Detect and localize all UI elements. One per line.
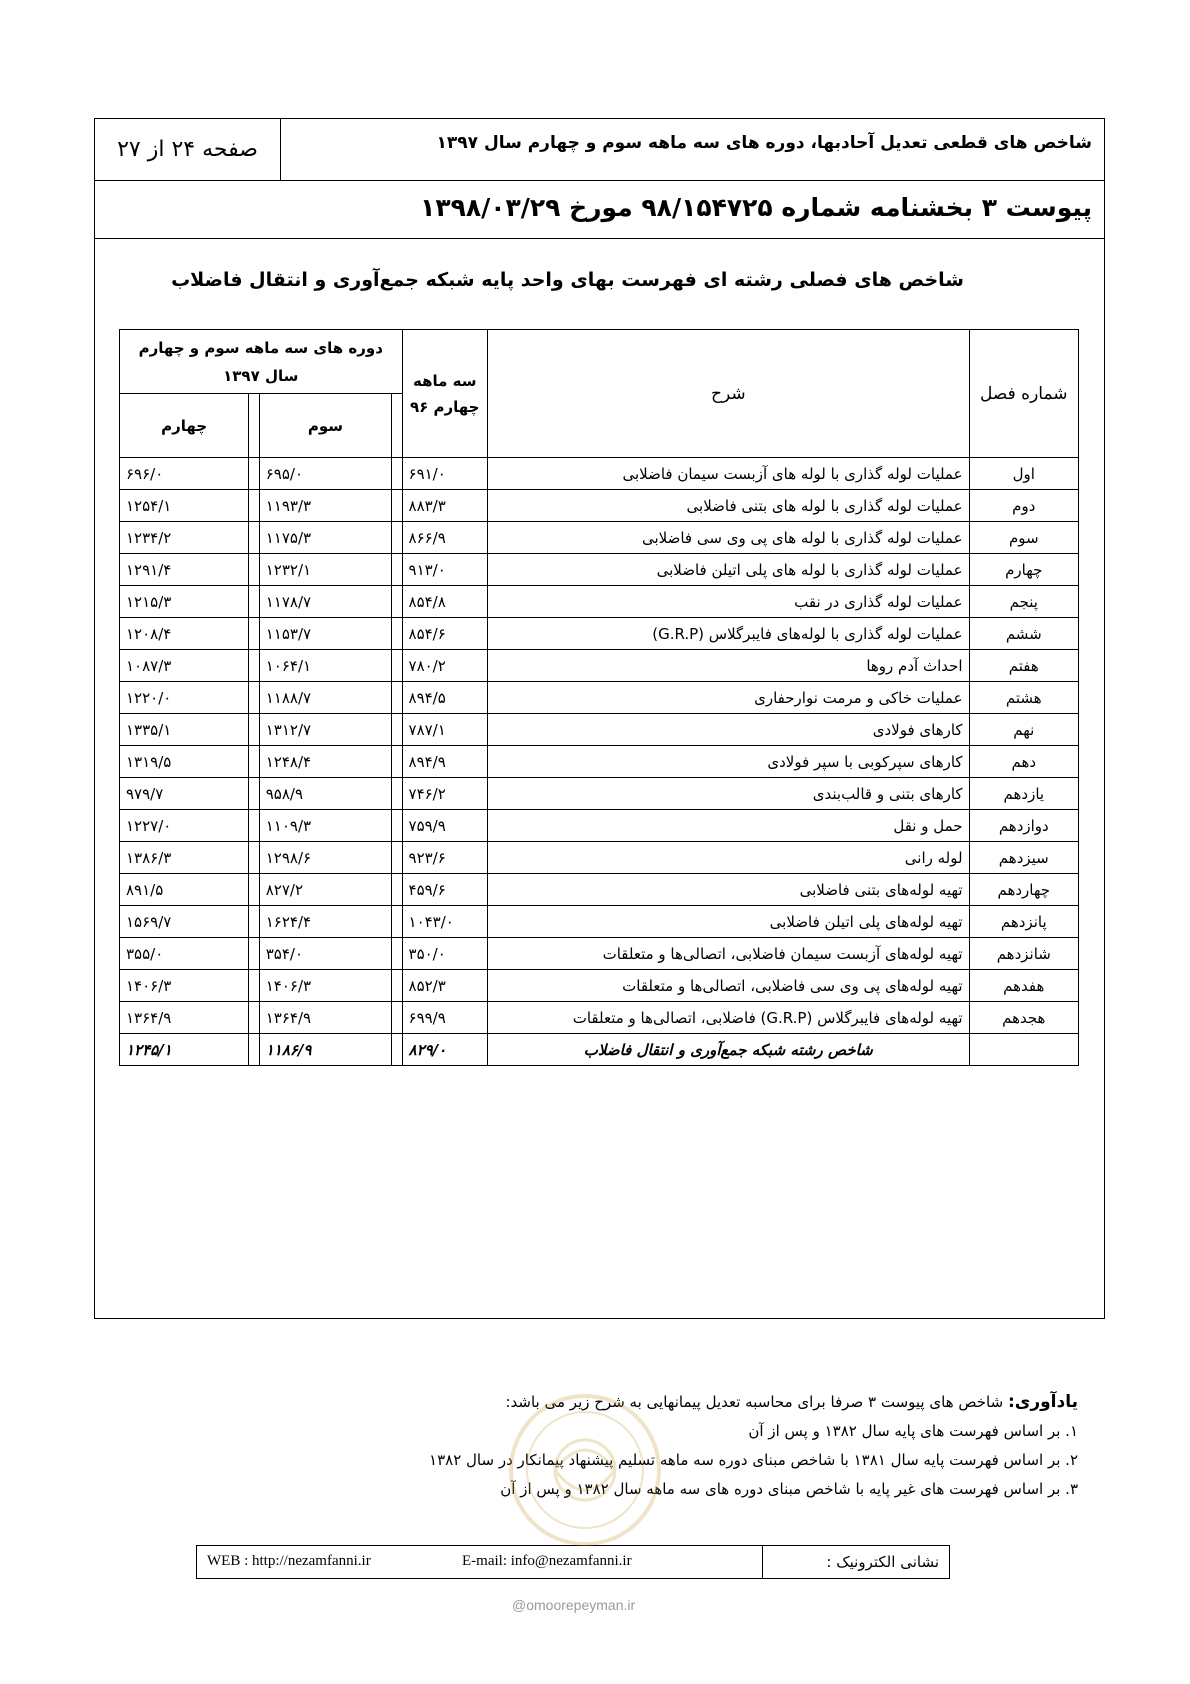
gap-cell (249, 586, 259, 618)
total-description-cell: شاخص رشته شبکه جمع‌آوری و انتقال فاضلاب (487, 1034, 969, 1066)
index-table (119, 329, 1079, 1066)
q4-96-cell: ۸۵۲/۳ (402, 970, 487, 1002)
q3-cell: ۱۱۸۸/۷ (259, 682, 391, 714)
description-cell: عملیات لوله گذاری با لوله‌های فایبرگلاس (G.R.P) (487, 618, 969, 650)
gap-cell (392, 906, 402, 938)
table-row (120, 458, 1079, 490)
document-title: شاخص های قطعی تعدیل آحادبها، دوره های سه ماهه سوم و چهارم سال ۱۳۹۷ (436, 133, 1092, 153)
gap-cell (392, 522, 402, 554)
chapter-cell: شانزدهم (969, 938, 1078, 970)
description-cell: کارهای بتنی و قالب‌بندی (487, 778, 969, 810)
table-row (120, 714, 1079, 746)
q4-96-cell: ۹۱۳/۰ (402, 554, 487, 586)
description-cell: عملیات لوله گذاری با لوله های پلی اتیلن فاضلابی (487, 554, 969, 586)
chapter-cell: اول (969, 458, 1078, 490)
q3-cell: ۶۹۵/۰ (259, 458, 391, 490)
gap-cell (249, 1002, 259, 1034)
table-row (120, 778, 1079, 810)
q4-96-cell: ۷۸۰/۲ (402, 650, 487, 682)
q3-cell: ۱۱۰۹/۳ (259, 810, 391, 842)
gap-cell (392, 970, 402, 1002)
q4-cell: ۱۲۲۰/۰ (120, 682, 249, 714)
q4-96-cell: ۳۵۰/۰ (402, 938, 487, 970)
gap-cell (392, 778, 402, 810)
q4-cell: ۱۴۰۶/۳ (120, 970, 249, 1002)
gap-cell (392, 842, 402, 874)
reminder-text: شاخص های پیوست ۳ صرفا برای محاسبه تعدیل پیمانهایی به شرح زیر می باشد: (505, 1393, 1008, 1411)
table-row (120, 1002, 1079, 1034)
appendix-title: پیوست ۳ بخشنامه شماره ۹۸/۱۵۴۷۲۵ مورخ ۱۳۹۸/۰۳/۲۹ (420, 193, 1092, 222)
gap-cell (249, 874, 259, 906)
contact-box (196, 1545, 950, 1579)
q3-cell: ۱۰۶۴/۱ (259, 650, 391, 682)
description-cell: عملیات لوله گذاری با لوله های بتنی فاضلابی (487, 490, 969, 522)
appendix-row (95, 181, 1104, 239)
chapter-cell: دوم (969, 490, 1078, 522)
q3-cell: ۱۱۵۳/۷ (259, 618, 391, 650)
q4-96-cell: ۸۸۳/۳ (402, 490, 487, 522)
chapter-cell: سوم (969, 522, 1078, 554)
q3-cell: ۱۲۴۸/۴ (259, 746, 391, 778)
gap-cell (392, 458, 402, 490)
q4-cell: ۱۲۱۵/۳ (120, 586, 249, 618)
q4-96-cell: ۶۹۱/۰ (402, 458, 487, 490)
chapter-cell: چهارم (969, 554, 1078, 586)
q3-cell: ۱۲۳۲/۱ (259, 554, 391, 586)
total-chapter-cell (969, 1034, 1078, 1066)
gap-cell (249, 554, 259, 586)
header-chapter: شماره فصل (969, 330, 1078, 458)
q4-cell: ۱۲۰۸/۴ (120, 618, 249, 650)
watermark-text: @omoorepeyman.ir (512, 1597, 636, 1613)
header-q3: سوم (259, 394, 391, 458)
description-cell: حمل و نقل (487, 810, 969, 842)
gap-cell (392, 746, 402, 778)
total-row (120, 1034, 1079, 1066)
note-item: ۲. بر اساس فهرست پایه سال ۱۳۸۱ با شاخص مبنای دوره سه ماهه تسلیم پیشنهاد پیمانکار در سال ۱۳۸۲ (429, 1451, 1078, 1469)
description-cell: تهیه لوله‌های آزبست سیمان فاضلابی، اتصالی‌ها و متعلقات (487, 938, 969, 970)
section-title: شاخص های فصلی رشته ای فهرست بهای واحد پایه شبکه جمع‌آوری و انتقال فاضلاب (171, 269, 964, 291)
q4-cell: ۳۵۵/۰ (120, 938, 249, 970)
gap-cell (249, 842, 259, 874)
table-row (120, 842, 1079, 874)
gap-cell (392, 650, 402, 682)
description-cell: تهیه لوله‌های بتنی فاضلابی (487, 874, 969, 906)
description-cell: لوله رانی (487, 842, 969, 874)
gap-cell (249, 906, 259, 938)
header-description: شرح (487, 330, 969, 458)
gap-cell (392, 1002, 402, 1034)
q4-cell: ۱۰۸۷/۳ (120, 650, 249, 682)
header-gap (249, 394, 259, 458)
gap-cell (249, 938, 259, 970)
gap-cell (249, 490, 259, 522)
gap-cell (249, 970, 259, 1002)
header-q4: چهارم (120, 394, 249, 458)
q4-96-cell: ۸۵۴/۶ (402, 618, 487, 650)
q4-96-cell: ۸۹۴/۹ (402, 746, 487, 778)
document-frame (94, 118, 1105, 1319)
contact-label: نشانی الکترونیک : (762, 1546, 949, 1578)
q3-cell: ۳۵۴/۰ (259, 938, 391, 970)
chapter-cell: پنجم (969, 586, 1078, 618)
header-row (95, 119, 1104, 181)
q4-96-cell: ۷۵۹/۹ (402, 810, 487, 842)
gap-cell (392, 938, 402, 970)
note-item: ۳. بر اساس فهرست های غیر پایه با شاخص مبنای دوره های سه ماهه سال ۱۳۸۲ و پس از آن (500, 1480, 1078, 1498)
q4-cell: ۱۲۵۴/۱ (120, 490, 249, 522)
note-item: ۱. بر اساس فهرست های پایه سال ۱۳۸۲ و پس از آن (748, 1422, 1078, 1440)
website-link[interactable]: WEB : http://nezamfanni.ir (207, 1553, 371, 1569)
gap-cell (249, 650, 259, 682)
q3-cell: ۱۱۷۵/۳ (259, 522, 391, 554)
gap-cell (249, 810, 259, 842)
q3-cell: ۸۲۷/۲ (259, 874, 391, 906)
q4-cell: ۱۳۸۶/۳ (120, 842, 249, 874)
chapter-cell: نهم (969, 714, 1078, 746)
table-row (120, 874, 1079, 906)
q4-cell: ۱۳۶۴/۹ (120, 1002, 249, 1034)
table-row (120, 970, 1079, 1002)
description-cell: عملیات لوله گذاری با لوله های پی وی سی فاضلابی (487, 522, 969, 554)
reminder-label: یادآوری: (1007, 1392, 1078, 1412)
table-row (120, 522, 1079, 554)
q3-cell: ۱۱۷۸/۷ (259, 586, 391, 618)
chapter-cell: پانزدهم (969, 906, 1078, 938)
description-cell: کارهای فولادی (487, 714, 969, 746)
gap-cell (392, 714, 402, 746)
q3-cell: ۹۵۸/۹ (259, 778, 391, 810)
q4-96-cell: ۷۴۶/۲ (402, 778, 487, 810)
chapter-cell: دهم (969, 746, 1078, 778)
chapter-cell: دوازدهم (969, 810, 1078, 842)
description-cell: تهیه لوله‌های پی وی سی فاضلابی، اتصالی‌ها و متعلقات (487, 970, 969, 1002)
q4-96-cell: ۶۹۹/۹ (402, 1002, 487, 1034)
description-cell: تهیه لوله‌های پلی اتیلن فاضلابی (487, 906, 969, 938)
chapter-cell: یازدهم (969, 778, 1078, 810)
q4-cell: ۱۳۳۵/۱ (120, 714, 249, 746)
gap-cell (249, 522, 259, 554)
gap-cell (249, 682, 259, 714)
gap-cell (392, 618, 402, 650)
gap-cell (392, 874, 402, 906)
q4-cell: ۸۹۱/۵ (120, 874, 249, 906)
chapter-cell: هفدهم (969, 970, 1078, 1002)
total-q4-96-cell: ۸۲۹/۰ (402, 1034, 487, 1066)
q4-96-cell: ۴۵۹/۶ (402, 874, 487, 906)
table-row (120, 586, 1079, 618)
q4-cell: ۱۲۹۱/۴ (120, 554, 249, 586)
q3-cell: ۱۶۲۴/۴ (259, 906, 391, 938)
q4-96-cell: ۹۲۳/۶ (402, 842, 487, 874)
q3-cell: ۱۳۶۴/۹ (259, 1002, 391, 1034)
gap-cell (249, 458, 259, 490)
q3-cell: ۱۴۰۶/۳ (259, 970, 391, 1002)
description-cell: عملیات لوله گذاری در نقب (487, 586, 969, 618)
q4-96-cell: ۸۵۴/۸ (402, 586, 487, 618)
q3-cell: ۱۱۹۳/۳ (259, 490, 391, 522)
q3-cell: ۱۲۹۸/۶ (259, 842, 391, 874)
q4-cell: ۶۹۶/۰ (120, 458, 249, 490)
gap-cell (249, 714, 259, 746)
chapter-cell: هشتم (969, 682, 1078, 714)
q4-cell: ۱۳۱۹/۵ (120, 746, 249, 778)
chapter-cell: هفتم (969, 650, 1078, 682)
q4-96-cell: ۷۸۷/۱ (402, 714, 487, 746)
total-q3-cell: ۱۱۸۶/۹ (259, 1034, 391, 1066)
table-row (120, 682, 1079, 714)
q4-96-cell: ۸۹۴/۵ (402, 682, 487, 714)
gap-cell (249, 746, 259, 778)
table-row (120, 650, 1079, 682)
total-q4-cell: ۱۲۴۵/۱ (120, 1034, 249, 1066)
gap-cell (392, 586, 402, 618)
gap-cell (392, 810, 402, 842)
q4-cell: ۱۲۳۴/۲ (120, 522, 249, 554)
seal-watermark-icon (505, 1390, 665, 1550)
q3-cell: ۱۳۱۲/۷ (259, 714, 391, 746)
gap-cell (392, 490, 402, 522)
q4-cell: ۹۷۹/۷ (120, 778, 249, 810)
header-gap (392, 394, 402, 458)
chapter-cell: ششم (969, 618, 1078, 650)
table-row (120, 554, 1079, 586)
table-row (120, 810, 1079, 842)
chapter-cell: هجدهم (969, 1002, 1078, 1034)
table-row (120, 490, 1079, 522)
description-cell: کارهای سپرکوبی با سپر فولادی (487, 746, 969, 778)
gap-cell (249, 778, 259, 810)
table-row (120, 746, 1079, 778)
gap-cell (392, 682, 402, 714)
q4-96-cell: ۱۰۴۳/۰ (402, 906, 487, 938)
q4-96-cell: ۸۶۶/۹ (402, 522, 487, 554)
header-q4-96: سه ماهه چهارم ۹۶ (402, 330, 487, 458)
gap-cell (249, 618, 259, 650)
email-link[interactable]: E-mail: info@nezamfanni.ir (462, 1553, 632, 1569)
q4-cell: ۱۲۲۷/۰ (120, 810, 249, 842)
gap-cell (392, 1034, 402, 1066)
gap-cell (249, 1034, 259, 1066)
table-row (120, 618, 1079, 650)
page-number: صفحه ۲۴ از ۲۷ (95, 119, 281, 180)
description-cell: عملیات خاکی و مرمت نوارحفاری (487, 682, 969, 714)
description-cell: عملیات لوله گذاری با لوله های آزبست سیمان فاضلابی (487, 458, 969, 490)
gap-cell (392, 554, 402, 586)
chapter-cell: سیزدهم (969, 842, 1078, 874)
header-period-group: دوره های سه ماهه سوم و چهارم سال ۱۳۹۷ (120, 330, 403, 394)
description-cell: تهیه لوله‌های فایبرگلاس (G.R.P) فاضلابی، اتصالی‌ها و متعلقات (487, 1002, 969, 1034)
description-cell: احداث آدم روها (487, 650, 969, 682)
table-row (120, 938, 1079, 970)
table-row (120, 906, 1079, 938)
chapter-cell: چهاردهم (969, 874, 1078, 906)
q4-cell: ۱۵۶۹/۷ (120, 906, 249, 938)
